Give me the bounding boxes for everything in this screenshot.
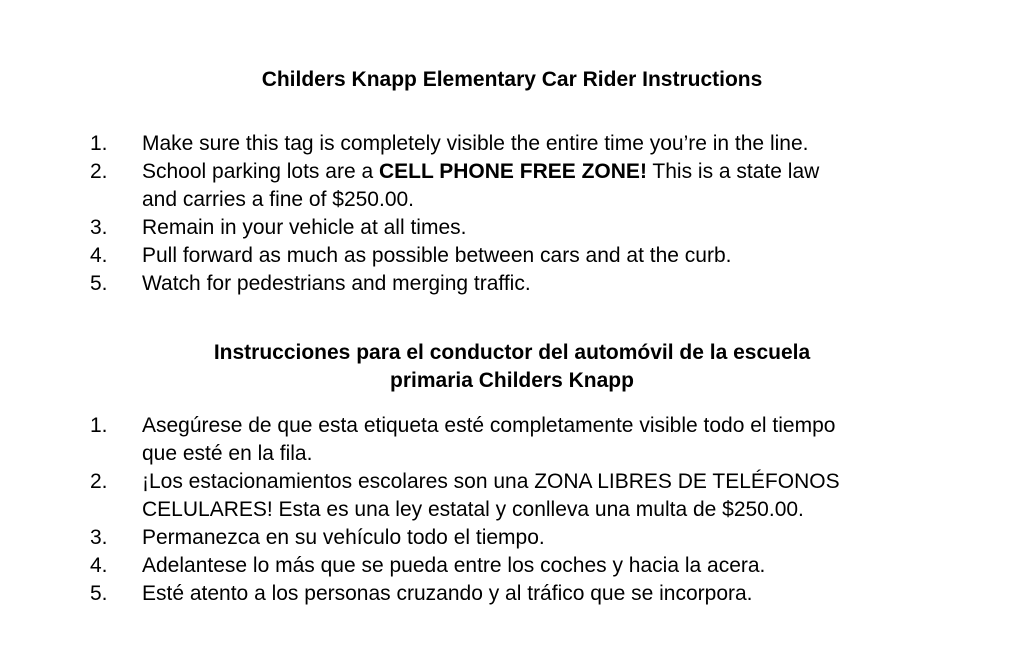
spanish-title-line2: primaria Childers Knapp bbox=[390, 369, 634, 392]
item-text: Esté atento a los personas cruzando y al tráfico que se incorpora. bbox=[142, 582, 753, 605]
item-number: 1. bbox=[90, 132, 108, 155]
list-item bbox=[0, 242, 942, 270]
list-item bbox=[0, 412, 942, 468]
item-number: 1. bbox=[90, 414, 108, 437]
spanish-instructions-list bbox=[0, 412, 942, 608]
list-item bbox=[0, 552, 942, 580]
list-item bbox=[0, 270, 942, 298]
item-number: 2. bbox=[90, 470, 108, 493]
item-text: Pull forward as much as possible between cars and at the curb. bbox=[142, 244, 732, 267]
item-number: 4. bbox=[90, 244, 108, 267]
item-text bbox=[142, 160, 819, 183]
cell-phone-free-zone-emphasis: CELL PHONE FREE ZONE! bbox=[378, 160, 647, 183]
list-item bbox=[0, 158, 942, 214]
list-item bbox=[0, 580, 942, 608]
item-text: Adelantese lo más que se pueda entre los coches y hacia la acera. bbox=[142, 554, 766, 577]
item-text-continued: que esté en la fila. bbox=[142, 442, 313, 465]
item-text: Remain in your vehicle at all times. bbox=[142, 216, 467, 239]
item-text: ¡Los estacionamientos escolares son una ZONA LIBRES DE TELÉFONOS bbox=[142, 470, 840, 493]
item-text-post: This is a state law bbox=[646, 160, 820, 183]
item-text-pre: School parking lots are a bbox=[142, 160, 379, 183]
list-item bbox=[0, 214, 942, 242]
list-item bbox=[0, 524, 942, 552]
item-number: 5. bbox=[90, 582, 108, 605]
item-number: 3. bbox=[90, 216, 108, 239]
list-item bbox=[0, 130, 942, 158]
item-number: 2. bbox=[90, 160, 108, 183]
item-number: 5. bbox=[90, 272, 108, 295]
item-number: 4. bbox=[90, 554, 108, 577]
list-item bbox=[0, 468, 942, 524]
item-text: Watch for pedestrians and merging traffic. bbox=[142, 272, 531, 295]
english-instructions-list bbox=[0, 130, 942, 298]
english-title: Childers Knapp Elementary Car Rider Instructions bbox=[261, 68, 763, 91]
spanish-title bbox=[0, 339, 1024, 395]
item-text: Asegúrese de que esta etiqueta esté completamente visible todo el tiempo bbox=[142, 414, 836, 437]
item-text-continued: and carries a fine of $250.00. bbox=[142, 188, 415, 211]
item-text: Make sure this tag is completely visible the entire time you’re in the line. bbox=[142, 132, 809, 155]
spanish-title-line1: Instrucciones para el conductor del automóvil de la escuela bbox=[213, 341, 811, 364]
item-text: Permanezca en su vehículo todo el tiempo. bbox=[142, 526, 545, 549]
item-number: 3. bbox=[90, 526, 108, 549]
item-text-continued: CELULARES! Esta es una ley estatal y conlleva una multa de $250.00. bbox=[142, 498, 804, 521]
